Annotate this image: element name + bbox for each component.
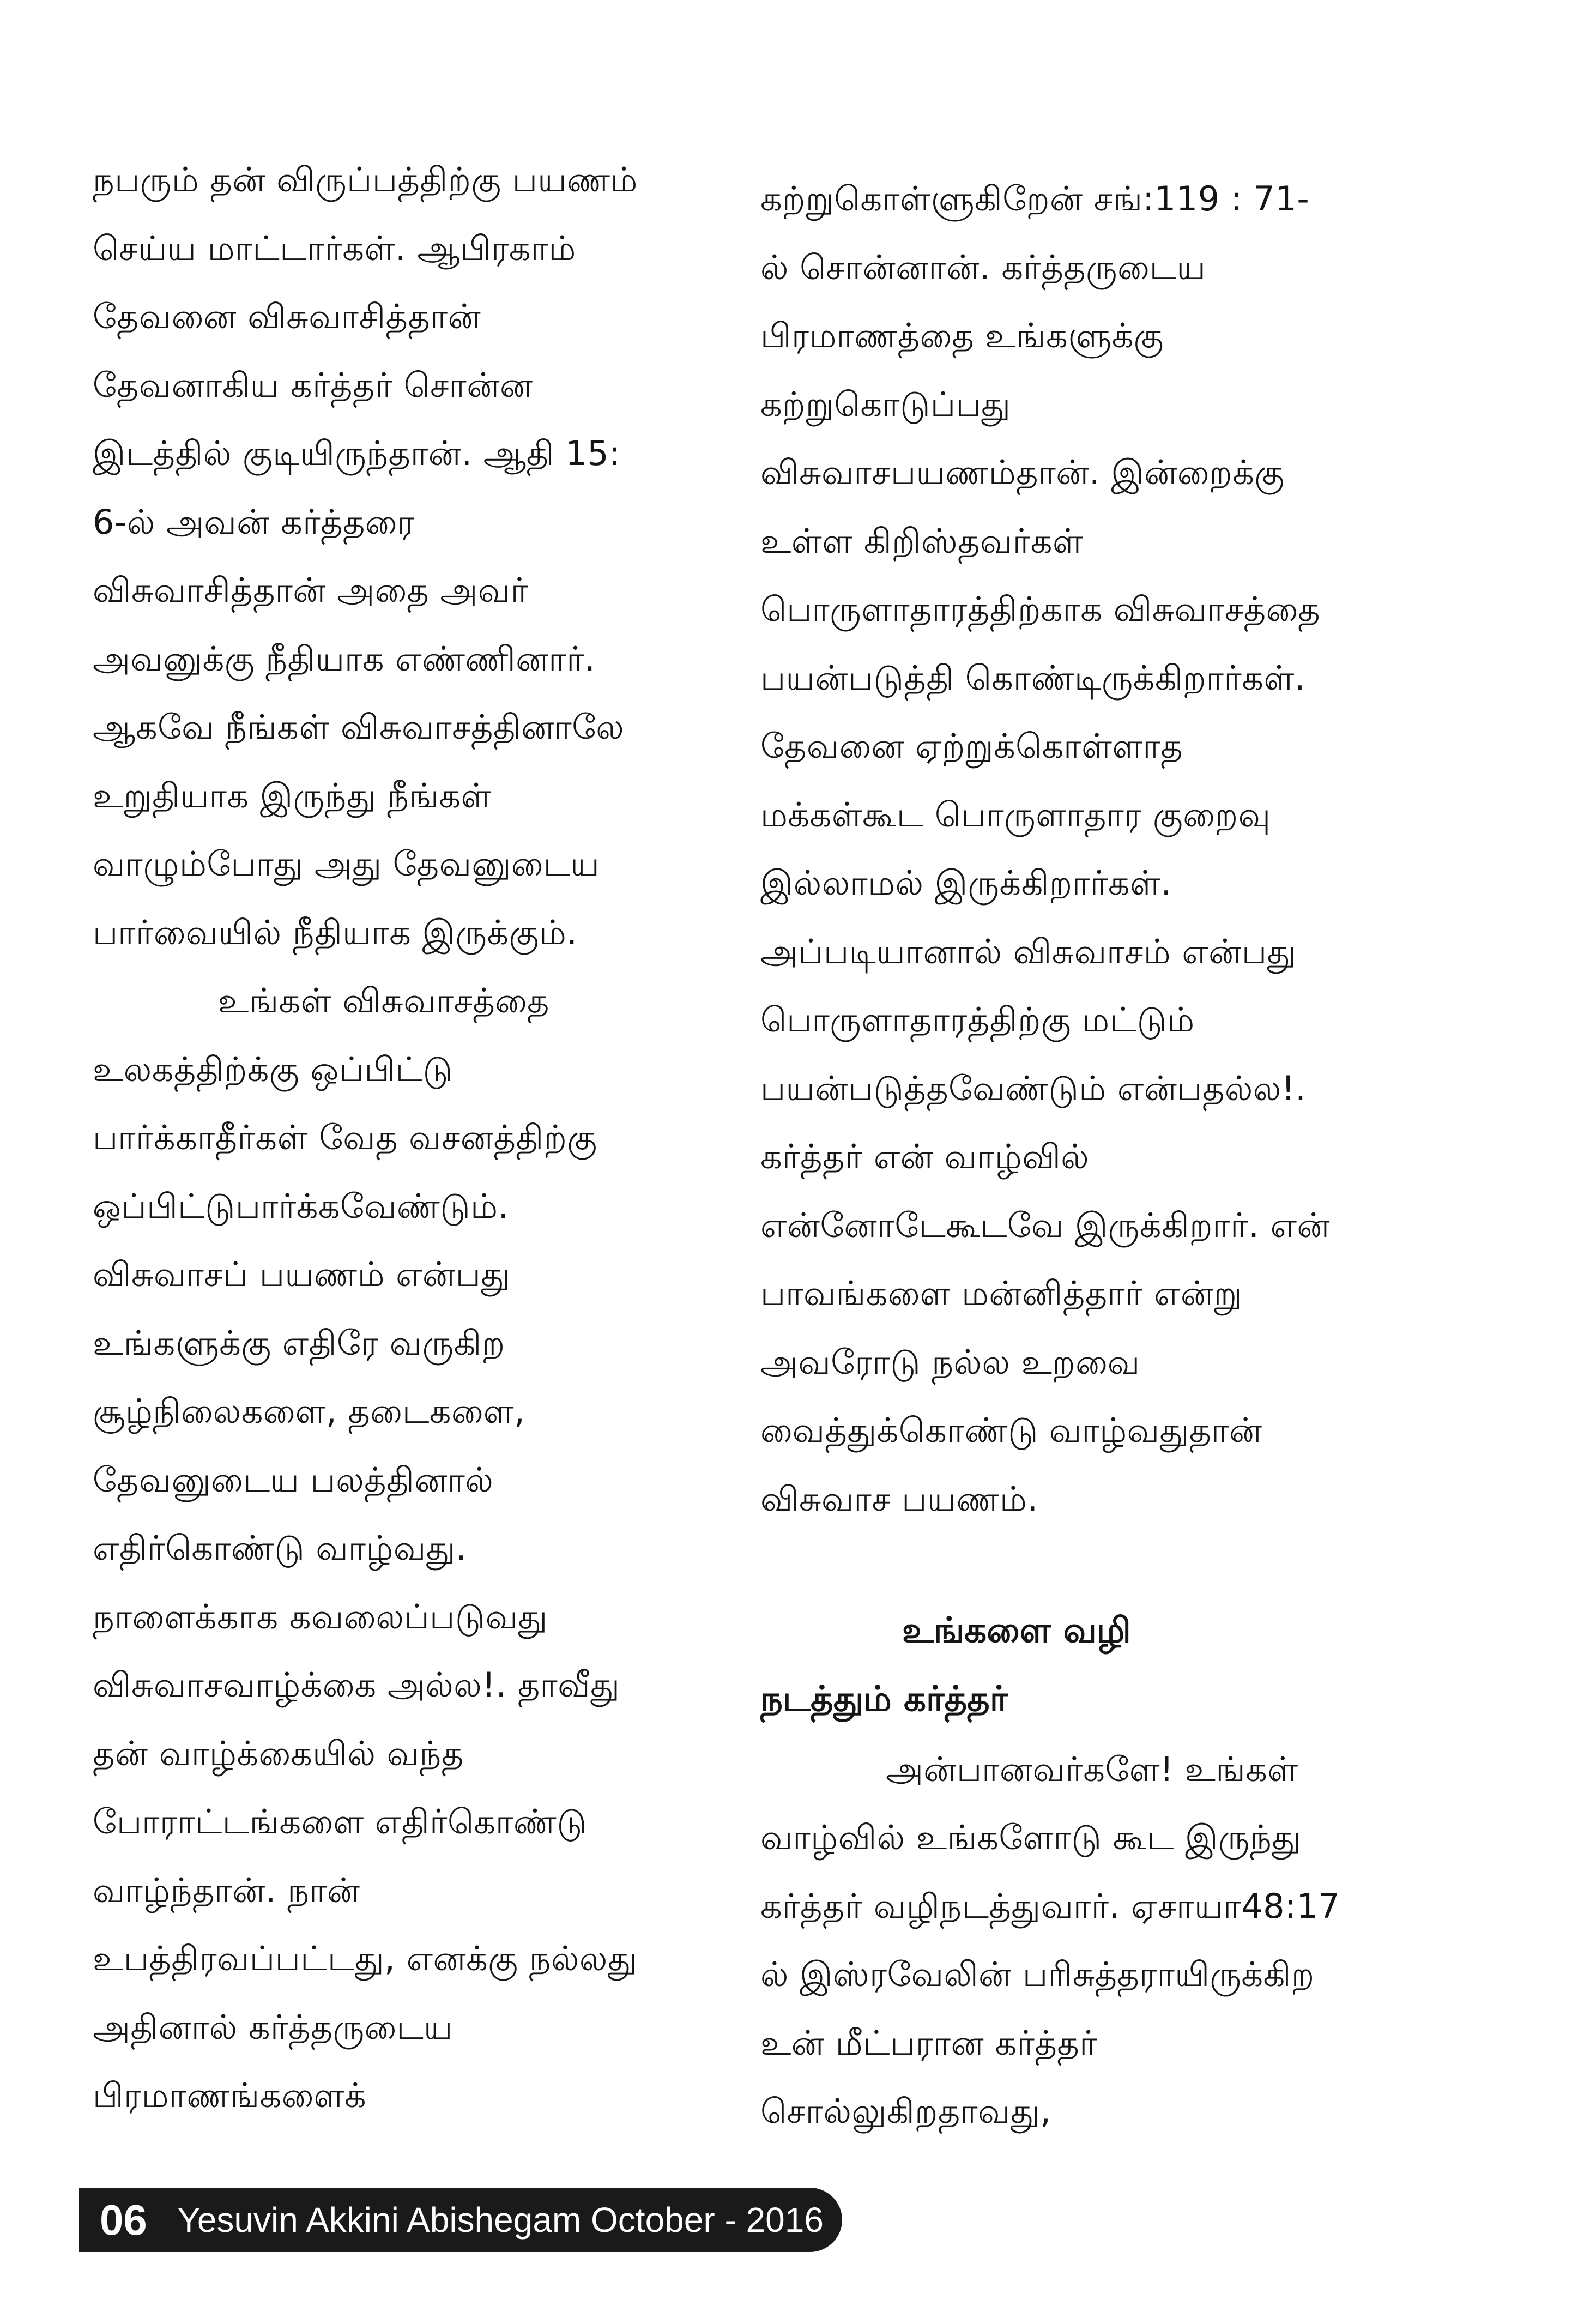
text-line: பார்க்காதீர்கள் வேத வசனத்திற்கு (93, 1118, 597, 1157)
text-line: என்னோடேகூடவே இருக்கிறார். என் (760, 1205, 1331, 1245)
text-line: வாழ்வில் உங்களோடு கூட இருந்து (760, 1818, 1302, 1857)
text-line: பயன்படுத்தி கொண்டிருக்கிறார்கள். (760, 658, 1306, 698)
text-line: தேவனுடைய பலத்தினால் (93, 1460, 494, 1500)
text-line: தேவனை ஏற்றுக்கொள்ளாத (760, 726, 1183, 766)
text-line: வைத்துக்கொண்டு வாழ்வதுதான் (760, 1410, 1262, 1450)
text-line: ஆகவே நீங்கள் விசுவாசத்தினாலே (93, 707, 625, 747)
text-line: பயன்படுத்தவேண்டும் என்பதல்ல!. (760, 1069, 1307, 1108)
text-line: அன்பானவர்களே! உங்கள் (886, 1749, 1298, 1789)
text-line: 6-ல் அவன் கர்த்தரை (93, 502, 415, 542)
text-line: அவரோடு நல்ல உறவை (760, 1342, 1140, 1382)
text-line: உன் மீட்பரான கர்த்தர் (760, 2023, 1098, 2063)
text-line: தேவனை விசுவாசித்தான் (93, 297, 481, 336)
page-number: 06 (100, 2196, 147, 2244)
text-line: உலகத்திற்க்கு ஒப்பிட்டு (93, 1049, 454, 1089)
section-heading-line1: உங்களை வழி (902, 1610, 1131, 1651)
text-line: உறுதியாக இருந்து நீங்கள் (93, 776, 492, 816)
text-line: அப்படியானால் விசுவாசம் என்பது (760, 932, 1297, 971)
text-line: நாளைக்காக கவலைப்படுவது (93, 1597, 548, 1637)
text-line: போராட்டங்களை எதிர்கொண்டு (93, 1802, 588, 1842)
text-line: விசுவாசபயணம்தான். இன்றைக்கு (760, 452, 1285, 492)
text-line: பார்வையில் நீதியாக இருக்கும். (93, 913, 578, 952)
text-line: தேவனாகிய கர்த்தர் சொன்ன (93, 365, 533, 405)
text-line: கர்த்தர் வழிநடத்துவார். ஏசாயா48:17 (760, 1886, 1340, 1926)
text-line: அவனுக்கு நீதியாக எண்ணினார். (93, 639, 596, 679)
text-line: செய்ய மாட்டார்கள். ஆபிரகாம் (93, 228, 576, 268)
text-line: ல் இஸ்ரவேலின் பரிசுத்தராயிருக்கிற (760, 1954, 1315, 1994)
section-heading-line2: நடத்தும் கர்த்தர் (760, 1679, 1008, 1719)
text-line: உபத்திரவப்பட்டது, எனக்கு நல்லது (93, 1939, 638, 1978)
text-line: உங்கள் விசுவாசத்தை (218, 981, 549, 1021)
text-line: ல் சொன்னான். கர்த்தருடைய (760, 248, 1206, 287)
text-line: கற்றுகொடுப்பது (760, 384, 1011, 424)
text-line: இல்லாமல் இருக்கிறார்கள். (760, 863, 1172, 903)
text-line: பிரமாணத்தை உங்களுக்கு (760, 316, 1164, 355)
text-line: ஒப்பிட்டுபார்க்கவேண்டும். (93, 1186, 509, 1226)
text-line: பொருளாதாரத்திற்காக விசுவாசத்தை (760, 589, 1321, 629)
text-line: மக்கள்கூட பொருளாதார குறைவு (760, 795, 1271, 835)
text-line: பாவங்களை மன்னித்தார் என்று (760, 1273, 1242, 1313)
text-line: பொருளாதாரத்திற்கு மட்டும் (760, 1000, 1195, 1040)
text-line: விசுவாசித்தான் அதை அவர் (93, 570, 529, 610)
text-line: சூழ்நிலைகளை, தடைகளை, (93, 1391, 525, 1431)
text-line: விசுவாசப் பயணம் என்பது (93, 1254, 511, 1294)
text-line: அதினால் கர்த்தருடைய (93, 2007, 453, 2047)
text-line: விசுவாசவாழ்க்கை அல்ல!. தாவீது (93, 1665, 620, 1705)
text-line: கற்றுகொள்ளுகிறேன் சங்:119 : 71- (760, 179, 1310, 219)
text-line: வாழ்ந்தான். நான் (93, 1870, 360, 1910)
page-footer (79, 2188, 842, 2252)
text-line: சொல்லுகிறதாவது, (760, 2091, 1051, 2131)
text-line: விசுவாச பயணம். (760, 1479, 1038, 1519)
text-line: நபரும் தன் விருப்பத்திற்கு பயணம் (93, 160, 638, 200)
text-line: உள்ள கிறிஸ்தவர்கள் (760, 521, 1084, 561)
publication-title: Yesuvin Akkini Abishegam October - 2016 (177, 2200, 824, 2240)
text-line: தன் வாழ்க்கையில் வந்த (93, 1734, 464, 1773)
text-line: கர்த்தர் என் வாழ்வில் (760, 1137, 1090, 1176)
text-line: உங்களுக்கு எதிரே வருகிற (93, 1323, 505, 1363)
text-line: எதிர்கொண்டு வாழ்வது. (93, 1528, 467, 1568)
text-line: பிரமாணங்களைக் (93, 2075, 366, 2115)
text-line: வாழும்போது அது தேவனுடைய (93, 844, 600, 884)
text-line: இடத்தில் குடியிருந்தான். ஆதி 15: (93, 433, 621, 473)
